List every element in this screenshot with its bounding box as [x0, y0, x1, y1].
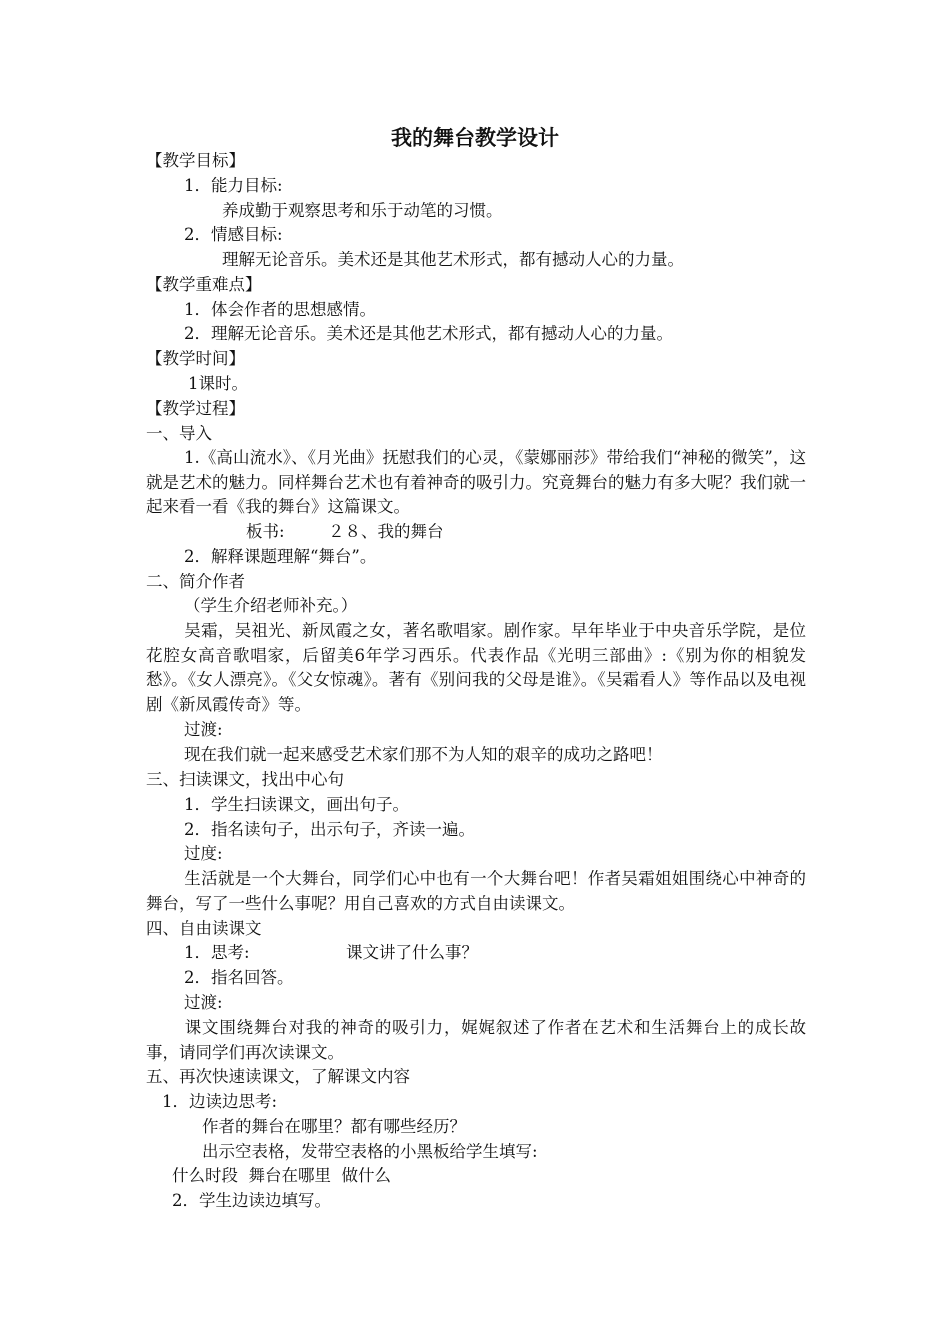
section-2-heading: 二、简介作者 [146, 572, 245, 591]
section-4-transition-label: 过渡: [184, 993, 223, 1012]
section-1-paragraph-text: 1.《高山流水》、《月光曲》抚慰我们的心灵，《蒙娜丽莎》带给我们“神秘的微笑”，这就是艺术的魅力。同样舞台艺术也有着神奇的吸引力。究竟舞台的魅力有多大呢？我们就一起来看一看《我的舞台》这篇课文。 [146, 448, 806, 516]
section-1-heading: 一、导入 [146, 424, 212, 443]
section-5-item-2: 2．学生边读边填写。 [172, 1191, 331, 1210]
section-2-transition-text: 现在我们就一起来感受艺术家们那不为人知的艰辛的成功之路吧！ [184, 745, 663, 764]
section-4-paragraph-text: 课文围绕舞台对我的神奇的吸引力，娓娓叙述了作者在艺术和生活舞台上的成长故事，请同学们再次读课文。 [146, 1018, 806, 1062]
objective-1-text: 养成勤于观察思考和乐于动笔的习惯。 [222, 201, 503, 220]
process-heading: 【教学过程】 [146, 399, 245, 418]
table-header: 什么时段 舞台在哪里 做什么 [172, 1166, 391, 1185]
section-3-paragraph-text: 生活就是一个大舞台，同学们心中也有一个大舞台吧！作者吴霜姐姐围绕心中神奇的舞台，写了一些什么事呢？用自己喜欢的方式自由读课文。 [146, 869, 806, 913]
time-text: 1课时。 [188, 374, 248, 393]
objective-1-label: 1．能力目标: [184, 176, 283, 195]
key-point-2: 2．理解无论音乐。美术还是其他艺术形式，都有撼动人心的力量。 [184, 324, 673, 343]
document-title: 我的舞台教学设计 [391, 126, 559, 150]
section-5-heading: 五、再次快速读课文，了解课文内容 [146, 1067, 410, 1086]
section-3-heading: 三、扫读课文，找出中心句 [146, 770, 344, 789]
section-4-heading: 四、自由读课文 [146, 919, 262, 938]
objective-2-text: 理解无论音乐。美术还是其他艺术形式，都有撼动人心的力量。 [222, 250, 684, 269]
section-2-paragraph [146, 619, 806, 717]
section-5-item-1-label: 1．边读边思考: [162, 1092, 278, 1111]
section-4-item-2: 2．指名回答。 [184, 968, 294, 987]
key-points-heading: 【教学重难点】 [146, 275, 262, 294]
section-3-item-1: 1．学生扫读课文，画出句子。 [184, 795, 409, 814]
section-4-paragraph [146, 1016, 806, 1065]
section-5-item-1-note: 出示空表格，发带空表格的小黑板给学生填写: [202, 1142, 538, 1161]
section-2-paragraph-text: 吴霜，吴祖光、新凤霞之女，著名歌唱家。剧作家。早年毕业于中央音乐学院，是位花腔女高音歌唱家，后留美6年学习西乐。代表作品《光明三部曲》:《别为你的相貌发愁》。《女人漂亮》。《父女惊魂》。著有《别问我的父母是谁》。《吴霜看人》等作品以及电视剧《新凤霞传奇》等。 [146, 621, 806, 714]
board-text: ２８、我的舞台 [328, 522, 444, 541]
section-3-item-2: 2．指名读句子，出示句子，齐读一遍。 [184, 820, 475, 839]
section-3-transition-label: 过度: [184, 844, 223, 863]
section-4-item-1-label: 1．思考: [184, 943, 250, 962]
section-1-item-2: 2．解释课题理解“舞台”。 [184, 547, 377, 566]
section-3-paragraph [146, 867, 806, 916]
section-4-item-1-text: 课文讲了什么事？ [346, 943, 478, 962]
section-1-paragraph [146, 446, 806, 520]
board-label: 板书: [246, 522, 285, 541]
section-2-note: （学生介绍老师补充。） [184, 596, 358, 615]
time-heading: 【教学时间】 [146, 349, 245, 368]
objectives-heading: 【教学目标】 [146, 151, 245, 170]
key-point-1: 1．体会作者的思想感情。 [184, 300, 376, 319]
objective-2-label: 2．情感目标: [184, 225, 283, 244]
section-2-transition-label: 过渡: [184, 720, 223, 739]
section-5-item-1-question: 作者的舞台在哪里？都有哪些经历？ [202, 1117, 466, 1136]
